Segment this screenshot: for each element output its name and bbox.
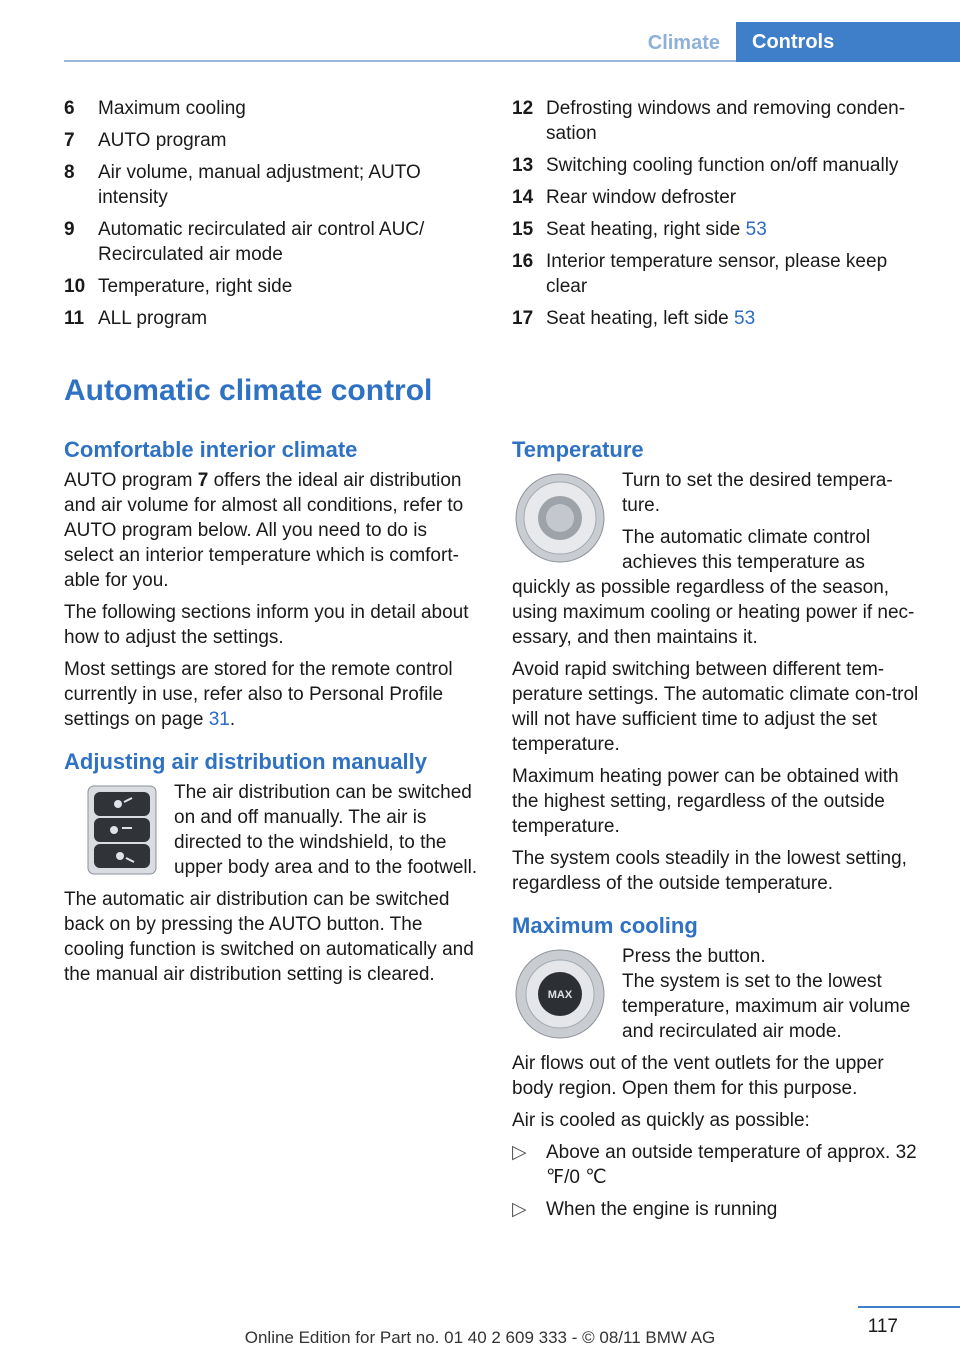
- section-heading-temperature: Temperature: [512, 437, 644, 462]
- max-button-image: [512, 946, 608, 1049]
- paragraph: The automatic air distribution can be switched back on by pressing the AUTO button. The cooling function is switched on automatically and the manual air distribution setting is cleared.: [64, 889, 474, 985]
- paragraph: Most settings are stored for the remote control currently in use, refer also to Personal Profile settings on page 31.: [64, 659, 453, 730]
- bullet-arrow-icon: ▷: [512, 1199, 527, 1220]
- section-heading-air-distribution: Adjusting air distribution manually: [64, 749, 428, 774]
- paragraph: Turn to set the desired tempera-ture.: [512, 468, 928, 518]
- page-number: 117: [867, 1316, 898, 1337]
- legend-item: 10 Temperature, right side: [64, 276, 293, 297]
- air-distribution-buttons-image: [64, 782, 160, 885]
- left-column: [64, 436, 480, 994]
- page-link[interactable]: 53: [734, 308, 756, 329]
- paragraph: Air is cooled as quickly as possible:: [512, 1110, 810, 1131]
- footer-text: Online Edition for Part no. 01 40 2 609 333 - © 08/11 BMW AG: [244, 1328, 716, 1347]
- paragraph: Avoid rapid switching between different tem-perature settings. The automatic climate con-trol will not have sufficient time to adjust the set temperature.: [512, 659, 919, 755]
- temperature-knob-image: [512, 470, 608, 573]
- header-section-label: Climate: [647, 32, 720, 54]
- list-item: ▷ Above an outside temperature of approx. 32 ℉/0 ℃: [512, 1142, 917, 1188]
- right-column: [512, 436, 928, 1229]
- paragraph: The system cools steadily in the lowest setting, regardless of the outside temperature.: [512, 848, 907, 894]
- footer-rule: [858, 1306, 960, 1308]
- max-button-label: MAX: [547, 989, 573, 1001]
- section-heading-maximum-cooling: Maximum cooling: [512, 913, 698, 938]
- list-item: ▷ When the engine is running: [512, 1199, 778, 1220]
- legend-item: 17 Seat heating, left side 53: [512, 308, 756, 329]
- page-link[interactable]: 53: [745, 219, 767, 240]
- legend-item: 6 Maximum cooling: [64, 98, 246, 119]
- legend-item: 8 Air volume, manual adjustment; AUTO intensity: [64, 162, 421, 208]
- legend-item: 7 AUTO program: [64, 130, 227, 151]
- paragraph: AUTO program 7 offers the ideal air distribution and air volume for almost all conditions, refer to AUTO program below. All you need to do is select an interior temperature which is comfort-able for you.: [64, 470, 464, 591]
- legend-left: [64, 96, 444, 338]
- page-link[interactable]: 31: [208, 709, 230, 730]
- section-heading-comfort: Comfortable interior climate: [64, 437, 358, 462]
- max-cooling-intro: MAX Press the button. The system is set to the lowest temperature, maximum air volume and recirculated air mode.: [512, 944, 928, 1044]
- page-title: Automatic climate control: [64, 374, 433, 407]
- paragraph: Maximum heating power can be obtained with the highest setting, regardless of the outside temperature.: [512, 766, 899, 837]
- bullet-arrow-icon: ▷: [512, 1142, 527, 1163]
- legend-item: 9 Automatic recirculated air control AUC/ Recirculated air mode: [64, 219, 425, 265]
- legend-item: 11 ALL program: [64, 308, 208, 329]
- paragraph: Air flows out of the vent outlets for the upper body region. Open them for this purpose.: [512, 1053, 884, 1099]
- paragraph: The air distribution can be switched on and off manually. The air is directed to the windshield, to the upper body area and to the footwell.: [64, 780, 480, 880]
- legend-item: 14 Rear window defroster: [512, 187, 737, 208]
- legend-right: [512, 96, 932, 338]
- legend-item: 16 Interior temperature sensor, please keep clear: [512, 251, 888, 297]
- paragraph: The automatic climate control achieves this temperature as quickly as possible regardless of the season, using maximum cooling or heating power if nec-essary, and then maintains it.: [512, 527, 915, 648]
- paragraph: The following sections inform you in detail about how to adjust the settings.: [64, 602, 469, 648]
- legend-item: 15 Seat heating, right side 53: [512, 219, 767, 240]
- header-chapter-tab: Controls: [736, 22, 960, 62]
- legend-item: 13 Switching cooling function on/off manually: [512, 155, 899, 176]
- legend-item: 12 Defrosting windows and removing conden-sation: [512, 98, 906, 144]
